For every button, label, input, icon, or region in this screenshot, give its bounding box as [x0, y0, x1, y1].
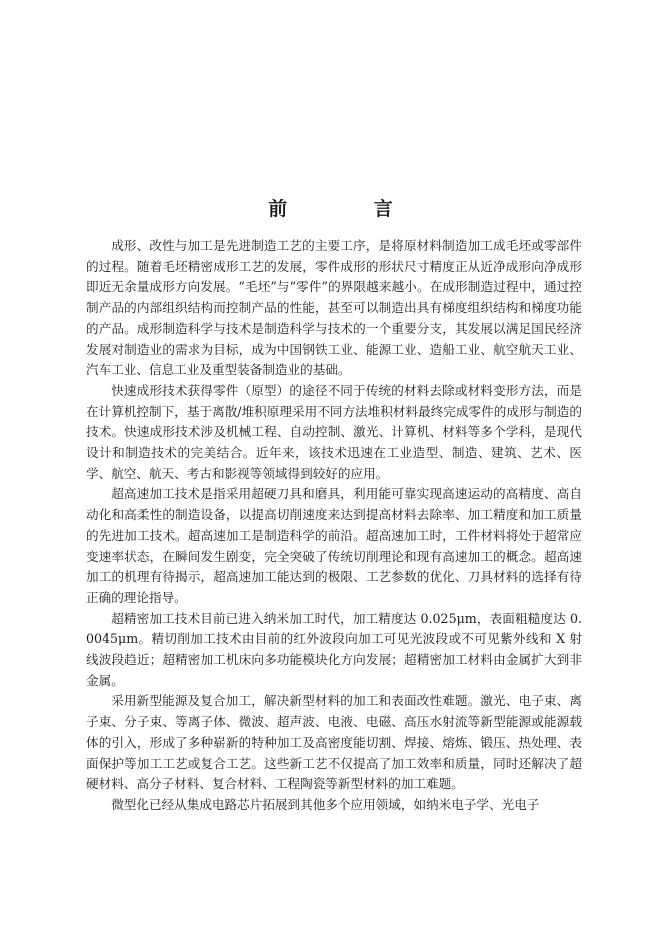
paragraph-rapid-prototyping: 快速成形技术获得零件（原型）的途径不同于传统的材料去除或材料变形方法，而是在计算机控制下，基于离散/堆积原理采用不同方法堆积材料最终完成零件的成形与制造的技术。快速成形技术涉及机械工程、自动控制、激光、计算机、材料等多个学科，是现代设计和制造技术的完美结合。近年来，该技术迅速在工业造型、制造、建筑、艺术、医学、航空、航天、考古和影视等领域得到较好的应用。 [86, 382, 582, 481]
page-title: 前 言 [268, 198, 433, 220]
paragraph-ultra-precision: 超精密加工技术目前已进入纳米加工时代，加工精度达 0.025μm，表面粗糙度达 0.0045μm。精切削加工技术由目前的红外波段向加工可见光波段或不可见紫外线和 X 射线波段趋近；超精密加工机床向多功能模块化方向发展；超精密加工材料由金属扩大到非金属。 [86, 610, 582, 688]
preface-body [86, 236, 582, 816]
paragraph-forming: 成形、改性与加工是先进制造工艺的主要工序，是将原材料制造加工成毛坯或零部件的过程。随着毛坯精密成形工艺的发展，零件成形的形状尺寸精度正从近净成形向净成形即近无余量成形方向发展。“毛坯”与“零件”的界限越来越小。在成形制造过程中，通过控制产品的内部组织结构而控制产品的性能，甚至可以制造出具有梯度组织结构和梯度功能的产品。成形制造科学与技术是制造科学与技术的一个重要分支，其发展以满足国民经济发展对制造业的需求为目标，成为中国钢铁工业、能源工业、造船工业、航空航天工业、汽车工业、信息工业及重型装备制造业的基础。 [86, 238, 582, 378]
paragraph-high-speed-machining: 超高速加工技术是指采用超硬刀具和磨具，利用能可靠实现高速运动的高精度、高自动化和高柔性的制造设备，以提高切削速度来达到提高材料去除率、加工精度和加工质量的先进加工技术。超高速加工是制造科学的前沿。超高速加工时，工件材料将处于超常应变速率状态，在瞬间发生剧变，完全突破了传统切削理论和现有高速加工的概念。超高速加工的机理有待揭示，超高速加工能达到的极限、工艺参数的优化、刀具材料的选择有待正确的理论指导。 [86, 486, 582, 605]
paragraph-new-energy: 采用新型能源及复合加工，解决新型材料的加工和表面改性难题。激光、电子束、离子束、分子束、等离子体、微波、超声波、电液、电磁、高压水射流等新型能源或能源载体的引入，形成了多种崭新的特种加工及高密度能切割、焊接、熔炼、锻压、热处理、表面保护等加工工艺或复合工艺。这些新工艺不仅提高了加工效率和质量，同时还解决了超硬材料、高分子材料、复合材料、工程陶瓷等新型材料的加工难题。 [86, 693, 582, 792]
paragraph-miniaturization: 微型化已经从集成电路芯片拓展到其他多个应用领域，如纳米电子学、光电子 [111, 796, 540, 812]
